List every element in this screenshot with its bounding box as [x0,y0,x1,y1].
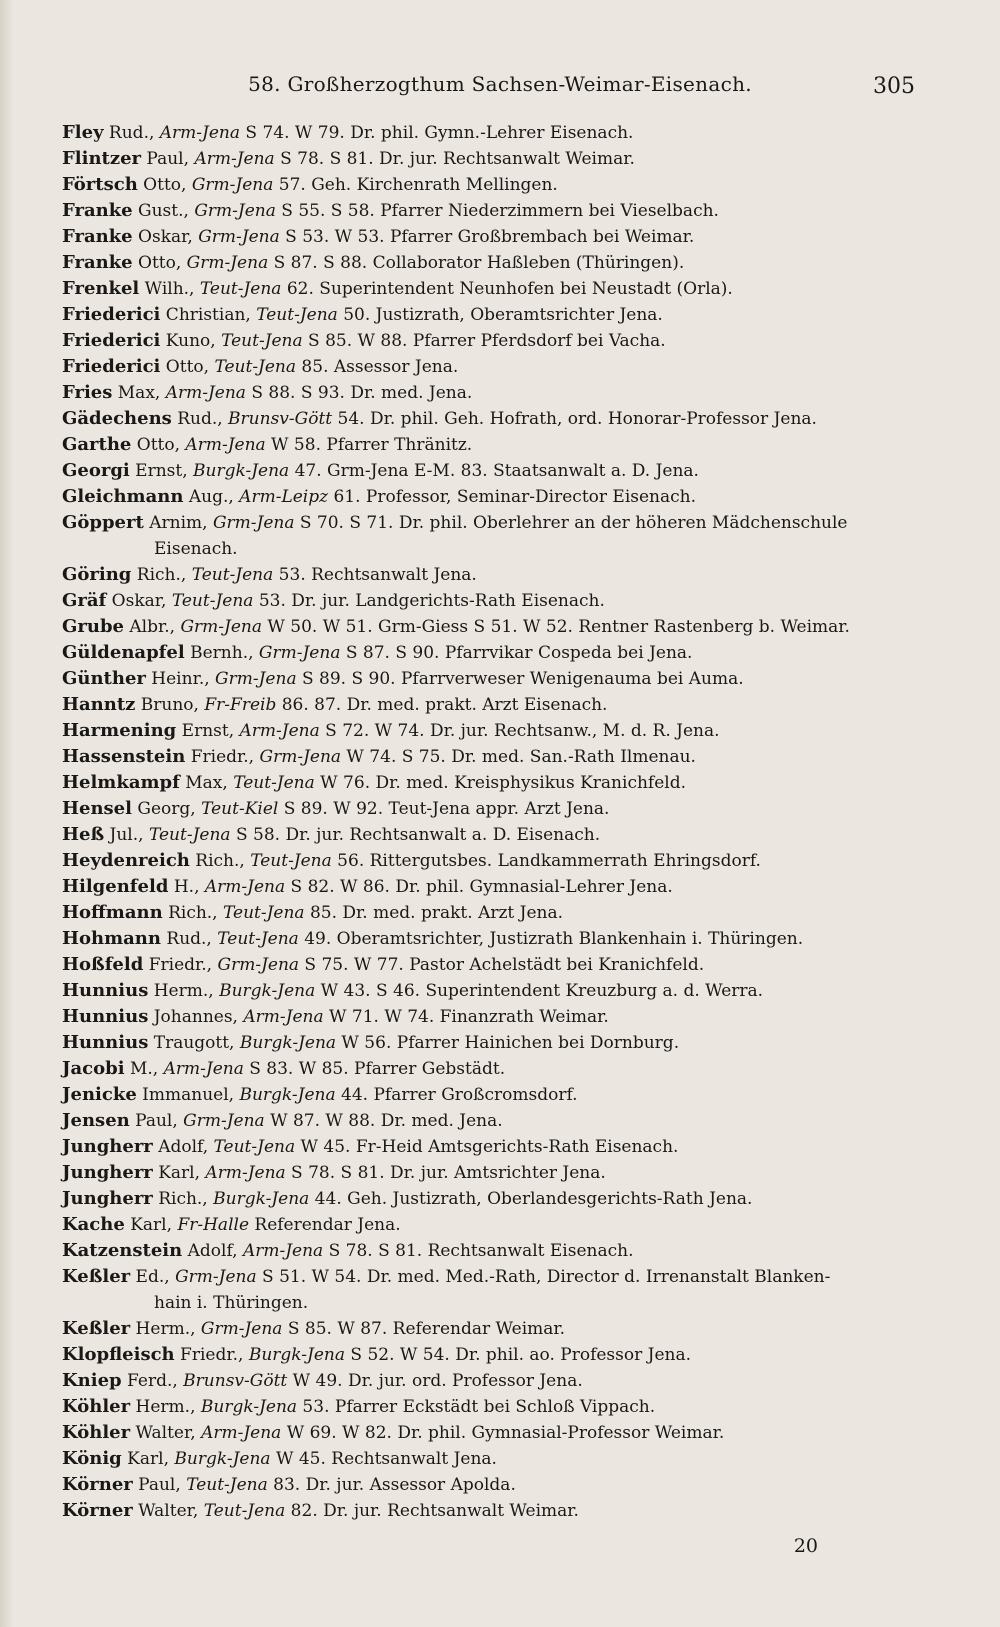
entry-surname: Grube [62,616,124,637]
list-item [62,926,922,952]
list-item [62,120,922,146]
entry-details: S 78. S 81. Rechtsanwalt Eisenach. [323,1241,634,1261]
list-item [62,1238,922,1264]
list-item [62,1108,922,1134]
list-item [62,276,922,302]
entry-details: W 71. W 74. Finanzrath Weimar. [323,1007,609,1027]
list-item [62,328,922,354]
entry-details: 53. Pfarrer Eckstädt bei Schloß Vippach. [297,1397,656,1417]
entry-given-name: Bernh., [184,643,259,663]
entry-given-name: Walter, [132,1501,204,1521]
entry-given-name: Rich., [162,903,223,923]
entry-corps: Teut-Jena [171,591,254,611]
entry-corps: Fr-Halle [177,1215,249,1235]
list-item [62,588,922,614]
entry-corps: Teut-Jena [233,773,315,793]
entry-given-name: Immanuel, [136,1085,240,1105]
list-item [62,770,922,796]
entry-surname: Hoffmann [62,902,163,923]
entry-details: S 72. W 74. Dr. jur. Rechtsanw., M. d. R. Jena. [319,721,720,741]
entry-corps: Arm-Jena [204,877,286,897]
entry-surname: Kniep [62,1370,122,1391]
entry-corps: Grm-Jena [258,643,341,663]
entry-details: 82. Dr. jur. Rechtsanwalt Weimar. [285,1501,579,1521]
entry-surname: Katzenstein [62,1240,183,1261]
entry-given-name: Rich., [131,565,192,585]
entry-corps: Arm-Jena [185,435,266,455]
list-item [62,484,922,510]
entry-surname: Hunnius [62,1006,149,1027]
entry-given-name: Bruno, [135,695,205,715]
list-item [62,692,922,718]
list-item [62,406,922,432]
entry-surname: Gädechens [62,408,172,429]
page-header [0,72,1000,104]
entry-details: W 43. S 46. Superintendent Kreuzburg a. d. Werra. [315,981,764,1001]
list-item [62,1264,922,1316]
entry-corps: Arm-Jena [239,721,320,741]
entry-given-name: H., [168,877,205,897]
entry-details: S 74. W 79. Dr. phil. Gymn.-Lehrer Eisenach. [240,123,634,143]
entry-given-name: Karl, [152,1163,206,1183]
list-item [62,874,922,900]
entry-given-name: Georg, [131,799,202,819]
entry-details: S 75. W 77. Pastor Achelstädt bei Kranichfeld. [299,955,705,975]
entry-given-name: Jul., [104,825,149,845]
entry-details: Referendar Jena. [249,1215,401,1235]
entry-surname: Hilgenfeld [62,876,169,897]
entry-given-name: Herm., [130,1319,201,1339]
entry-corps: Grm-Jena [200,1319,283,1339]
entry-details: S 58. Dr. jur. Rechtsanwalt a. D. Eisenach. [230,825,601,845]
list-item [62,432,922,458]
entry-details: 62. Superintendent Neunhofen bei Neustadt (Orla). [281,279,733,299]
entry-surname: Heß [62,824,105,845]
entry-details: 53. Dr. jur. Landgerichts-Rath Eisenach. [253,591,605,611]
entry-given-name: Traugott, [148,1033,240,1053]
entry-corps: Burgk-Jena [200,1397,298,1417]
entry-given-name: Wilh., [139,279,200,299]
list-item [62,354,922,380]
list-item [62,1004,922,1030]
entry-details: S 85. W 88. Pfarrer Pferdsdorf bei Vacha. [302,331,666,351]
entry-details: S 52. W 54. Dr. phil. ao. Professor Jena. [344,1345,692,1365]
entry-corps: Teut-Jena [223,903,305,923]
entry-details: S 53. W 53. Pfarrer Großbrembach bei Weimar. [279,227,695,247]
entry-details: S 89. W 92. Teut-Jena appr. Arzt Jena. [278,799,610,819]
entry-corps: Burgk-Jena [239,1085,336,1105]
entry-surname: Göring [62,564,132,585]
entry-corps: Burgk-Jena [239,1033,337,1053]
running-title: 58. Großherzogthum Sachsen-Weimar-Eisenach. [248,72,752,96]
entry-surname: Klopfleisch [62,1344,175,1365]
entry-corps: Teut-Jena [199,279,282,299]
entry-given-name: Ernst, [129,461,194,481]
entry-given-name: Friedr., [143,955,218,975]
entry-given-name: Max, [112,383,166,403]
entry-given-name: Rud., [160,929,218,949]
entry-details: S 87. S 88. Collaborator Haßleben (Thüringen). [268,253,685,273]
entry-details: W 49. Dr. jur. ord. Professor Jena. [287,1371,583,1391]
entry-details: 54. Dr. phil. Geh. Hofrath, ord. Honorar-Professor Jena. [332,409,817,429]
list-item [62,1212,922,1238]
entry-given-name: Heinr., [145,669,216,689]
entry-details: 85. Dr. med. prakt. Arzt Jena. [304,903,564,923]
entry-given-name: Ferd., [121,1371,184,1391]
entry-given-name: Rich., [189,851,251,871]
entry-surname: Hunnius [62,980,149,1001]
list-item [62,510,922,562]
entry-corps: Burgk-Jena [174,1449,271,1469]
entry-corps: Grm-Jena [191,175,274,195]
entry-surname: Güldenapfel [62,642,185,663]
entry-surname: Franke [62,200,133,221]
entry-surname: Franke [62,226,133,247]
list-item [62,1030,922,1056]
entry-surname: Kache [62,1214,125,1235]
entry-details: 47. Grm-Jena E-M. 83. Staatsanwalt a. D. Jena. [289,461,699,481]
entry-corps: Teut-Jena [250,851,332,871]
entry-given-name: Gust., [132,201,195,221]
list-item [62,718,922,744]
entry-surname: Jungherr [62,1162,153,1183]
entry-surname: Jacobi [62,1058,125,1079]
entry-surname: Keßler [62,1318,131,1339]
entry-surname: Jensen [62,1110,130,1131]
entry-given-name: Ernst, [176,721,240,741]
list-item [62,1160,922,1186]
entry-surname: Helmkampf [62,772,180,793]
entry-given-name: Johannes, [148,1007,244,1027]
entry-surname: Körner [62,1474,133,1495]
entry-given-name: Rud., [171,409,229,429]
entry-given-name: Otto, [131,435,186,455]
entry-surname: Hanntz [62,694,136,715]
entry-surname: Harmening [62,720,177,741]
list-item [62,198,922,224]
entry-corps: Burgk-Jena [213,1189,310,1209]
list-item [62,614,922,640]
entry-surname: Hunnius [62,1032,149,1053]
entry-given-name: Aug., [183,487,240,507]
list-item [62,1394,922,1420]
entry-given-name: Paul, [141,149,195,169]
entry-corps: Teut-Jena [214,357,297,377]
list-item [62,1134,922,1160]
entry-given-name: Walter, [130,1423,202,1443]
list-item [62,640,922,666]
entry-surname: Jungherr [62,1136,153,1157]
entry-given-name: Rud., [103,123,160,143]
entry-given-name: Max, [179,773,234,793]
entry-given-name: Paul, [129,1111,184,1131]
entry-details: 49. Oberamtsrichter, Justizrath Blankenhain i. Thüringen. [298,929,804,949]
list-item [62,1368,922,1394]
entry-corps: Teut-Jena [256,305,338,325]
entry-corps: Arm-Jena [242,1241,324,1261]
list-item [62,848,922,874]
entry-surname: Jungherr [62,1188,153,1209]
entry-details: 53. Rechtsanwalt Jena. [273,565,477,585]
entry-corps: Grm-Jena [183,1111,265,1131]
entry-corps: Arm-Jena [243,1007,324,1027]
list-item [62,224,922,250]
entry-surname: Gräf [62,590,107,611]
entry-corps: Arm-Jena [165,383,246,403]
list-item [62,900,922,926]
entry-details: 50. Justizrath, Oberamtsrichter Jena. [337,305,663,325]
list-item [62,744,922,770]
entry-details: W 76. Dr. med. Kreisphysikus Kranichfeld. [314,773,686,793]
list-item [62,1498,922,1524]
entry-surname: Friederici [62,330,161,351]
entry-corps: Burgk-Jena [219,981,316,1001]
entry-corps: Brunsv-Gött [228,409,333,429]
list-item [62,1082,922,1108]
entry-details: S 70. S 71. Dr. phil. Oberlehrer an der höheren Mädchenschule [294,513,848,533]
entry-given-name: Herm., [130,1397,201,1417]
entry-given-name: Herm., [148,981,220,1001]
entry-details: S 78. S 81. Dr. jur. Amtsrichter Jena. [285,1163,606,1183]
list-item [62,458,922,484]
entry-corps: Arm-Jena [205,1163,286,1183]
entry-details: 83. Dr. jur. Assessor Apolda. [267,1475,516,1495]
entry-given-name: Karl, [124,1215,178,1235]
entry-given-name: Otto, [137,175,192,195]
entry-surname: Förtsch [62,174,138,195]
entry-details: 86. 87. Dr. med. prakt. Arzt Eisenach. [276,695,608,715]
entry-given-name: Otto, [160,357,215,377]
entry-given-name: Otto, [132,253,187,273]
entry-given-name: Paul, [132,1475,187,1495]
entry-details: 61. Professor, Seminar-Director Eisenach. [328,487,697,507]
entry-details: 44. Pfarrer Großcromsdorf. [335,1085,578,1105]
entry-surname: Göppert [62,512,144,533]
list-item [62,1056,922,1082]
entry-details: W 50. W 51. Grm-Giess S 51. W 52. Rentner Rastenberg b. Weimar. [262,617,850,637]
entry-surname: Georgi [62,460,130,481]
entry-details: W 45. Rechtsanwalt Jena. [270,1449,497,1469]
entry-surname: Franke [62,252,133,273]
entry-corps: Arm-Jena [201,1423,282,1443]
entry-surname: Flintzer [62,148,142,169]
member-list [62,120,922,1524]
page-gutter-shadow [0,0,14,1627]
entry-details: S 83. W 85. Pfarrer Gebstädt. [243,1059,506,1079]
entry-surname: Friederici [62,304,161,325]
list-item [62,302,922,328]
entry-surname: König [62,1448,122,1469]
entry-details: W 74. S 75. Dr. med. San.-Rath Ilmenau. [341,747,696,767]
list-item [62,796,922,822]
entry-details: W 56. Pfarrer Hainichen bei Dornburg. [336,1033,680,1053]
entry-corps: Grm-Jena [180,617,262,637]
entry-continuation: Eisenach. [154,539,238,559]
entry-corps: Grm-Jena [198,227,280,247]
entry-details: S 51. W 54. Dr. med. Med.-Rath, Director d. Irrenanstalt Blanken- [256,1267,831,1287]
entry-given-name: Adolf, [182,1241,243,1261]
list-item [62,146,922,172]
list-item [62,1446,922,1472]
entry-given-name: Adolf, [152,1137,214,1157]
list-item [62,978,922,1004]
list-item [62,380,922,406]
entry-details: S 89. S 90. Pfarrverweser Wenigenauma bei Auma. [296,669,744,689]
entry-given-name: Oskar, [106,591,172,611]
entry-given-name: Arnim, [143,513,213,533]
page-number: 305 [873,74,915,99]
entry-surname: Gleichmann [62,486,184,507]
entry-given-name: Kuno, [160,331,222,351]
entry-corps: Teut-Jena [221,331,303,351]
entry-surname: Körner [62,1500,133,1521]
entry-corps: Grm-Jena [212,513,295,533]
entry-corps: Teut-Kiel [201,799,279,819]
list-item [62,1472,922,1498]
signature-mark: 20 [793,1535,818,1557]
entry-corps: Arm-Jena [159,123,241,143]
entry-corps: Grm-Jena [217,955,300,975]
entry-corps: Grm-Jena [194,201,276,221]
entry-corps: Burgk-Jena [248,1345,345,1365]
list-item [62,562,922,588]
entry-details: W 58. Pfarrer Thränitz. [265,435,473,455]
entry-corps: Teut-Jena [148,825,231,845]
entry-details: W 69. W 82. Dr. phil. Gymnasial-Professor Weimar. [281,1423,725,1443]
entry-given-name: Oskar, [132,227,199,247]
entry-given-name: Rich., [152,1189,214,1209]
entry-continuation: hain i. Thüringen. [154,1293,309,1313]
entry-given-name: Friedr., [185,747,260,767]
entry-corps: Arm-Jena [163,1059,244,1079]
entry-surname: Garthe [62,434,132,455]
entry-surname: Fley [62,122,104,143]
entry-corps: Teut-Jena [217,929,299,949]
entry-details: 57. Geh. Kirchenrath Mellingen. [273,175,558,195]
entry-surname: Hensel [62,798,132,819]
entry-surname: Keßler [62,1266,131,1287]
entry-given-name: Friedr., [174,1345,249,1365]
entry-details: 44. Geh. Justizrath, Oberlandesgerichts-Rath Jena. [309,1189,753,1209]
entry-corps: Arm-Jena [194,149,275,169]
list-item [62,1316,922,1342]
entry-corps: Teut-Jena [191,565,274,585]
entry-given-name: Karl, [121,1449,175,1469]
entry-surname: Fries [62,382,113,403]
entry-given-name: Albr., [123,617,181,637]
entry-corps: Grm-Jena [215,669,297,689]
entry-surname: Hoßfeld [62,954,144,975]
entry-details: W 87. W 88. Dr. med. Jena. [264,1111,503,1131]
list-item [62,250,922,276]
entry-details: S 85. W 87. Referendar Weimar. [282,1319,566,1339]
entry-corps: Grm-Jena [186,253,269,273]
entry-surname: Frenkel [62,278,140,299]
list-item [62,952,922,978]
list-item [62,1342,922,1368]
entry-surname: Köhler [62,1396,131,1417]
entry-corps: Brunsv-Gött [183,1371,288,1391]
entry-corps: Teut-Jena [203,1501,286,1521]
entry-details: W 45. Fr-Heid Amtsgerichts-Rath Eisenach. [295,1137,679,1157]
list-item [62,1420,922,1446]
entry-surname: Hassenstein [62,746,186,767]
entry-surname: Hohmann [62,928,161,949]
entry-details: S 82. W 86. Dr. phil. Gymnasial-Lehrer Jena. [285,877,673,897]
entry-given-name: Christian, [160,305,257,325]
entry-details: S 88. S 93. Dr. med. Jena. [245,383,473,403]
entry-corps: Fr-Freib [204,695,277,715]
entry-surname: Jenicke [62,1084,137,1105]
list-item [62,822,922,848]
entry-given-name: M., [124,1059,164,1079]
entry-details: 56. Rittergutsbes. Landkammerrath Ehringsdorf. [331,851,761,871]
entry-corps: Grm-Jena [175,1267,257,1287]
entry-surname: Friederici [62,356,161,377]
entry-corps: Burgk-Jena [193,461,290,481]
list-item [62,666,922,692]
entry-details: S 55. S 58. Pfarrer Niederzimmern bei Vieselbach. [275,201,719,221]
entry-corps: Arm-Leipz [239,487,329,507]
entry-corps: Teut-Jena [213,1137,296,1157]
entry-surname: Heydenreich [62,850,190,871]
entry-details: S 87. S 90. Pfarrvikar Cospeda bei Jena. [340,643,693,663]
entry-corps: Teut-Jena [186,1475,268,1495]
entry-details: 85. Assessor Jena. [296,357,459,377]
list-item [62,172,922,198]
entry-corps: Grm-Jena [259,747,342,767]
entry-surname: Köhler [62,1422,131,1443]
entry-details: S 78. S 81. Dr. jur. Rechtsanwalt Weimar. [274,149,635,169]
list-item [62,1186,922,1212]
entry-surname: Günther [62,668,146,689]
entry-given-name: Ed., [130,1267,176,1287]
